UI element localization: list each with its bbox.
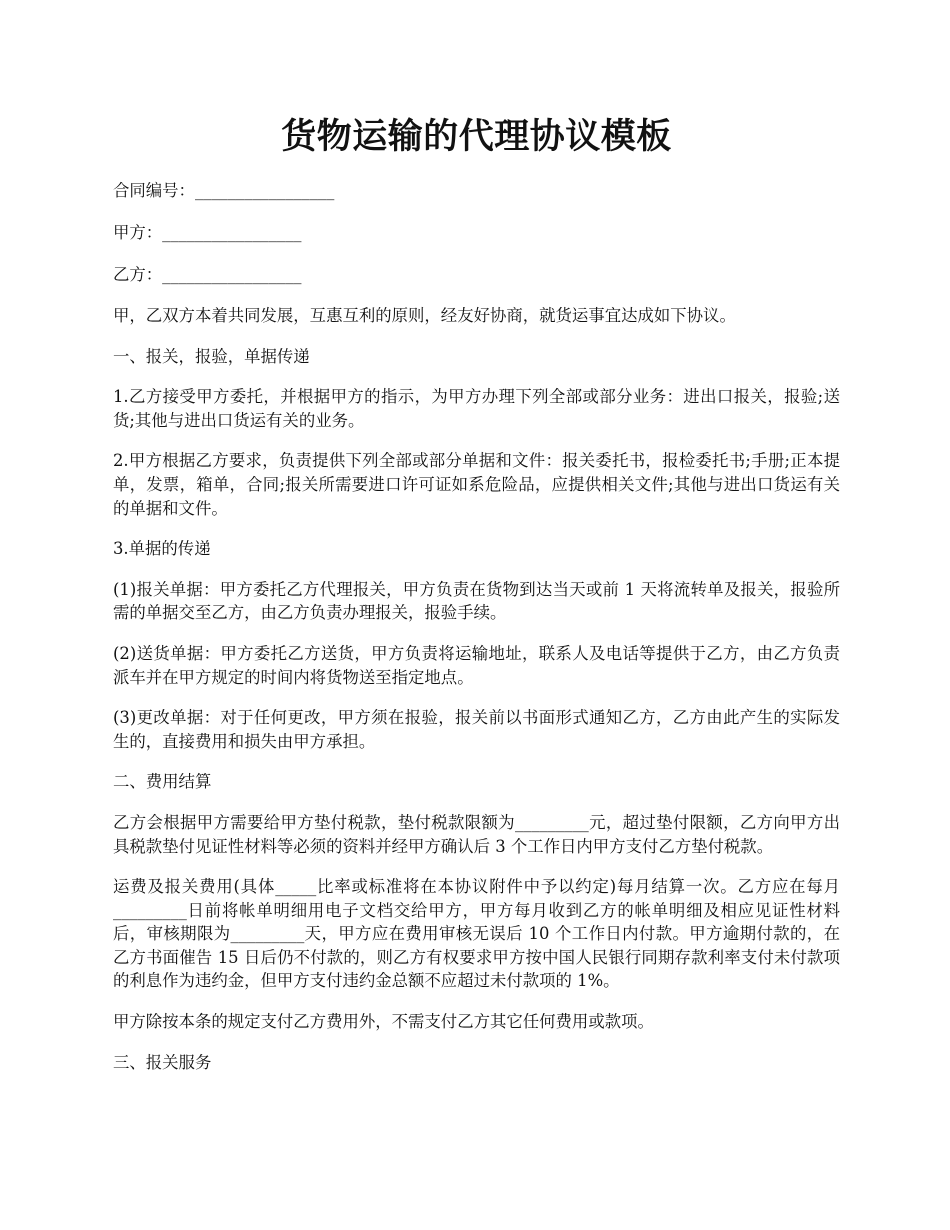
party-b-label: 乙方：	[113, 265, 163, 284]
document-page	[113, 0, 840, 1074]
intro-paragraph: 甲，乙双方本着共同发展，互惠互利的原则，经友好协商，就货运事宜达成如下协议。	[113, 306, 736, 325]
section-heading-2: 二、费用结算	[113, 772, 212, 792]
party-a-field	[113, 221, 840, 245]
party-a-blank: _________________	[162, 223, 302, 242]
clause-1-3-3: (3)更改单据：对于任何更改，甲方须在报验，报关前以书面形式通知乙方，乙方由此产生的实际发生的，直接费用和损失由甲方承担。	[113, 708, 840, 751]
clause-2-1: 乙方会根据甲方需要给甲方垫付税款，垫付税款限额为_________元，超过垫付限额，乙方向甲方出具税款垫付见证性材料等必须的资料并经甲方确认后 3 个工作日内甲方支付乙方垫付税款。	[113, 812, 840, 856]
clause-1-3-1: (1)报关单据：甲方委托乙方代理报关，甲方负责在货物到达当天或前 1 天将流转单及报关，报验所需的单据交至乙方，由乙方负责办理报关，报验手续。	[113, 579, 840, 623]
clause-1-2: 2.甲方根据乙方要求，负责提供下列全部或部分单据和文件：报关委托书，报检委托书;手册;正本提单，发票，箱单，合同;报关所需要进口许可证如系危险品，应提供相关文件;其他与进出口货运有关的单据和文件。	[113, 451, 840, 518]
clause-2-3: 甲方除按本条的规定支付乙方费用外，不需支付乙方其它任何费用或款项。	[113, 1012, 654, 1032]
contract-number-blank: _________________	[194, 181, 335, 200]
document-title: 货物运输的代理协议模板	[281, 116, 672, 157]
party-b-blank: _________________	[162, 265, 302, 284]
section-heading-1: 一、报关，报验，单据传递	[113, 346, 310, 366]
contract-number-label: 合同编号：	[113, 181, 195, 200]
party-a-label: 甲方：	[113, 223, 163, 242]
party-b-field	[113, 263, 840, 287]
clause-1-1: 1.乙方接受甲方委托，并根据甲方的指示，为甲方办理下列全部或部分业务：进出口报关，报验;送货;其他与进出口货运有关的业务。	[113, 387, 840, 430]
contract-number-field	[113, 179, 840, 203]
clause-2-2: 运费及报关费用(具体_____比率或标准将在本协议附件中予以约定)每月结算一次。乙方应在每月_________日前将帐单明细用电子文档交给甲方，甲方每月收到乙方的帐单明细及相应见证性材料后，审核期限为_________天，甲方应在费用审核无误后 10 个工作日内付款。甲方逾期付款的，在乙方书面催告 15 日后仍不付款的，则乙方有权要求甲方按中国人民银行同期存款利率支付未付款项的利息作为违约金，但甲方支付违约金总额不应超过未付款项的 1%。	[113, 877, 840, 991]
section-heading-3: 三、报关服务	[113, 1052, 212, 1072]
clause-1-3-heading: 3.单据的传递	[113, 539, 211, 559]
clause-1-3-2: (2)送货单据：甲方委托乙方送货，甲方负责将运输地址，联系人及电话等提供于乙方，由乙方负责派车并在甲方规定的时间内将货物送至指定地点。	[113, 643, 840, 687]
